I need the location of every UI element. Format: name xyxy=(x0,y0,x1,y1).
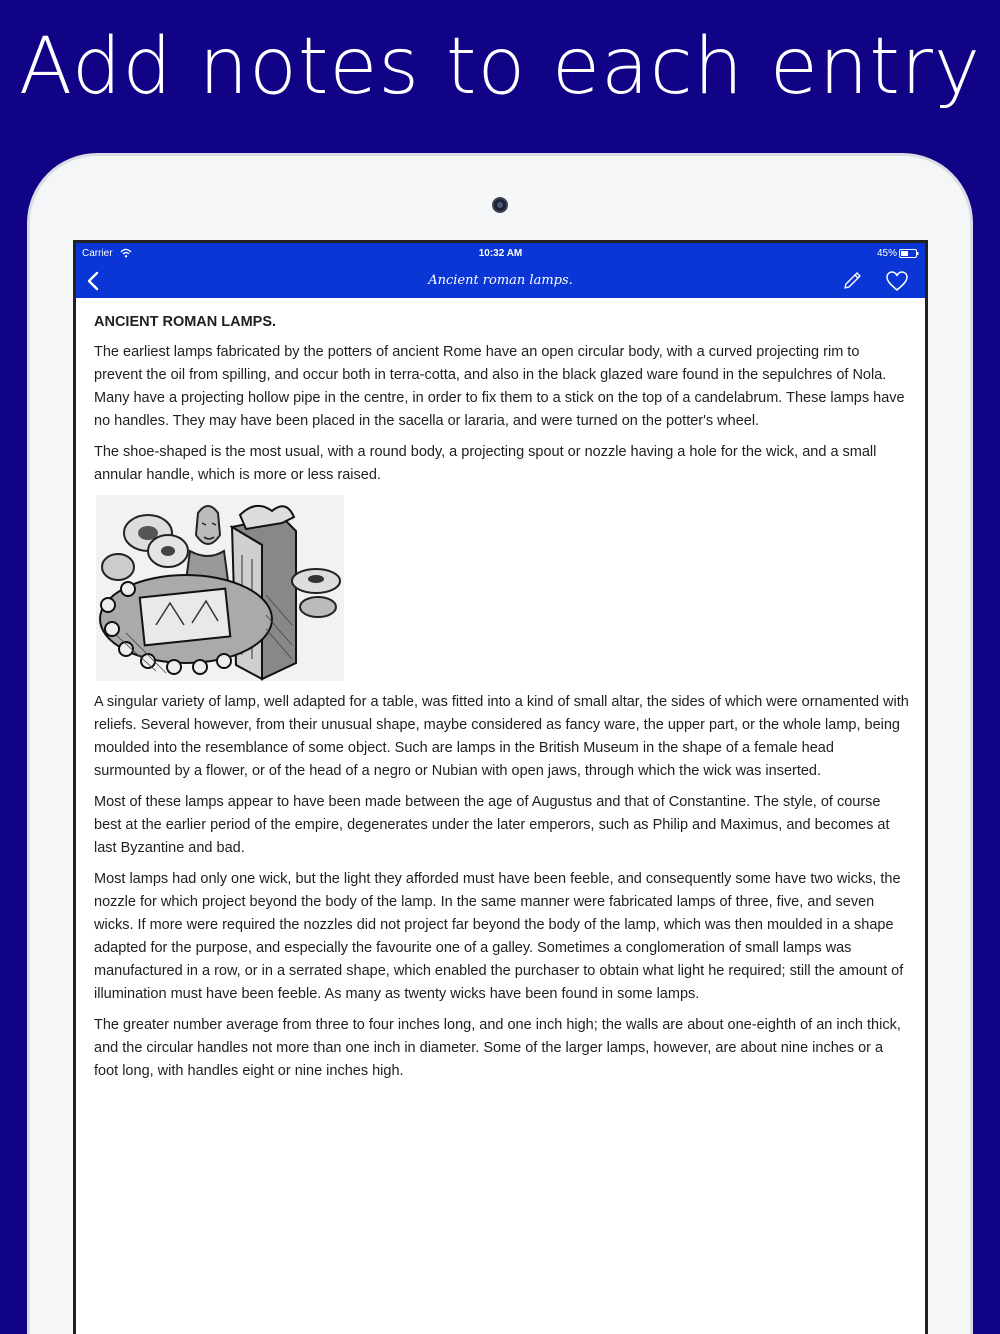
promo-headline: Add notes to each entry xyxy=(18,22,982,112)
status-carrier: Carrier xyxy=(82,248,113,259)
article-body xyxy=(94,311,909,1091)
article-paragraph: The greater number average from three to four inches long, and one inch high; the walls are about one-eighth of an inch thick, and the circular handles not more than one inch in diameter. Some of the larger lamps, however, are about nine inches or a foot long, with handles eight or nine inches high. xyxy=(94,1017,901,1079)
battery-icon xyxy=(899,249,919,258)
app-screen xyxy=(73,240,928,1334)
roman-lamps-engraving xyxy=(96,495,344,681)
article-paragraph: Most of these lamps appear to have been made between the age of Augustus and that of Constantine. The style, of course best at the earlier period of the empire, degenerates under the later emperors, such as Philip and Maximus, and becomes at last Byzantine and bad. xyxy=(94,794,890,856)
nav-bar xyxy=(76,265,925,298)
heart-icon[interactable] xyxy=(885,270,909,292)
roman-lamps-illustration xyxy=(96,495,344,681)
status-battery-percent: 45% xyxy=(876,248,897,259)
nav-title: Ancient roman lamps. xyxy=(428,273,573,288)
article-paragraph: Most lamps had only one wick, but the light they afforded must have been feeble, and consequently some have two wicks, the nozzle for which project beyond the body of the lamp. In the same manner were fabricated lamps of three, five, and seven wicks. If more were required the nozzles did not project far beyond the body of the lamp, which was then moulded in a shape adapted for the purpose, and especially the favourite one of a galley. Sometimes a conglomeration of small lamps was manufactured in a row, or in a serrated shape, which enabled the purchaser to obtain what light he required; still the amount of illumination must have been feeble. As many as twenty wicks have been found in some lamps. xyxy=(94,871,904,1002)
edit-pencil-icon[interactable] xyxy=(841,270,863,292)
article-title: ANCIENT ROMAN LAMPS. xyxy=(94,314,277,330)
article-paragraph: A singular variety of lamp, well adapted for a table, was fitted into a kind of small altar, the sides of which were ornamented with reliefs. Several however, from their unusual shape, maybe considered as fancy ware, the upper part, or the whole lamp, being moulded into the resemblance of some object. Such are lamps in the British Museum in the shape of a female head surmounted by a flower, or of the head of a negro or Nubian with open jaws, through which the wick was inserted. xyxy=(94,694,909,779)
camera-icon xyxy=(492,197,508,213)
article-paragraph: The earliest lamps fabricated by the potters of ancient Rome have an open circular body, with a curved projecting rim to prevent the oil from spilling, and occur both in terra-cotta, and also in the black glazed ware found in the sepulchres of Nola. Many have a projecting hollow pipe in the centre, in order to fix them to a stick on the top of a candelabrum. These lamps have no handles. They may have been placed in the sacella or lararia, and were turned on the potter's wheel. xyxy=(94,344,905,429)
status-time: 10:32 AM xyxy=(478,248,523,259)
article-paragraph: The shoe-shaped is the most usual, with a round body, a projecting spout or nozzle having a hole for the wick, and a small annular handle, which is more or less raised. xyxy=(94,444,877,483)
status-bar xyxy=(76,243,925,265)
